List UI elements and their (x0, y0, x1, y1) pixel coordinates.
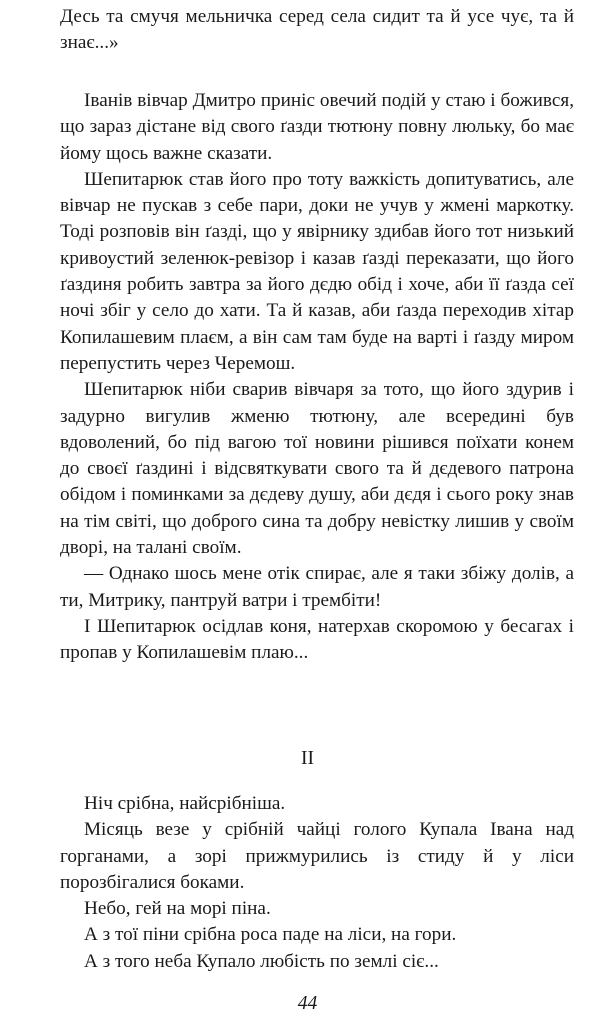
main-text (60, 88, 574, 667)
paragraph: Шепитарюк ніби сварив вівчаря за тото, що його здурив і задурно вигулив жменю тютюну, але всередині був вдоволений, бо під вагою тої новини рішився поїхати конем до своєї ґаздині і відсвяткувати свого та й дєдевого патрона обідом і поминками за дєдеву душу, аби дєдя і сього року знав на тім світі, що доброго сина та добру невістку лишив у своїм дворі, на талані своїм. (60, 379, 574, 559)
chapter-heading: II (301, 748, 314, 769)
opening-text (60, 4, 574, 57)
paragraph: Місяць везе у срібній чайці голого Купала Івана над горганами, а зорі прижмурились із стиду й у ліси порозбігалися боками. (60, 819, 574, 893)
paragraph: Небо, гей на морі піна. (84, 898, 271, 920)
paragraph: Шепитарюк став його про тоту важкість допитуватись, але вівчар не пускав з себе пари, доки не учув у жмені маркотку. Тоді розповів він ґазді, що у явірнику здибав його тот низький кривоустий зеленюк-ревізор і казав ґазді переказати, що його ґаздиня робить завтра за його дєдю обід і хоче, аби її ґазда сеї ночі збіг у село до хати. Та й казав, аби ґазда переходив хітар Копилашевим плаєм, а він сам там буде на варті і ґазду миром перепустить через Черемош. (60, 168, 574, 374)
chapter-text (60, 791, 574, 975)
paragraph: Ніч срібна, найсрібніша. (84, 793, 286, 814)
page-number: 44 (297, 993, 318, 1014)
paragraph: І Шепитарюк осідлав коня, натерхав скоромою у бесагах і пропав у Копилашевім плаю... (60, 615, 574, 664)
opening-paragraph: Десь та смучя мельничка серед села сидит та й усе чує, та й знає...» (60, 6, 574, 54)
paragraph: А з того неба Купало любість по землі сіє... (84, 950, 439, 972)
paragraph: — Однако шось мене отік спирає, але я таки збіжу долів, а ти, Митрику, пантруй ватри і трембіти! (60, 563, 574, 611)
paragraph: А з тої піни срібна роса паде на ліси, на гори. (84, 924, 457, 946)
paragraph: Іванів вівчар Дмитро приніс овечий подій у стаю і божився, що зараз дістане від свого ґазди тютюну повну люльку, бо має йому щось важне сказати. (60, 90, 574, 164)
